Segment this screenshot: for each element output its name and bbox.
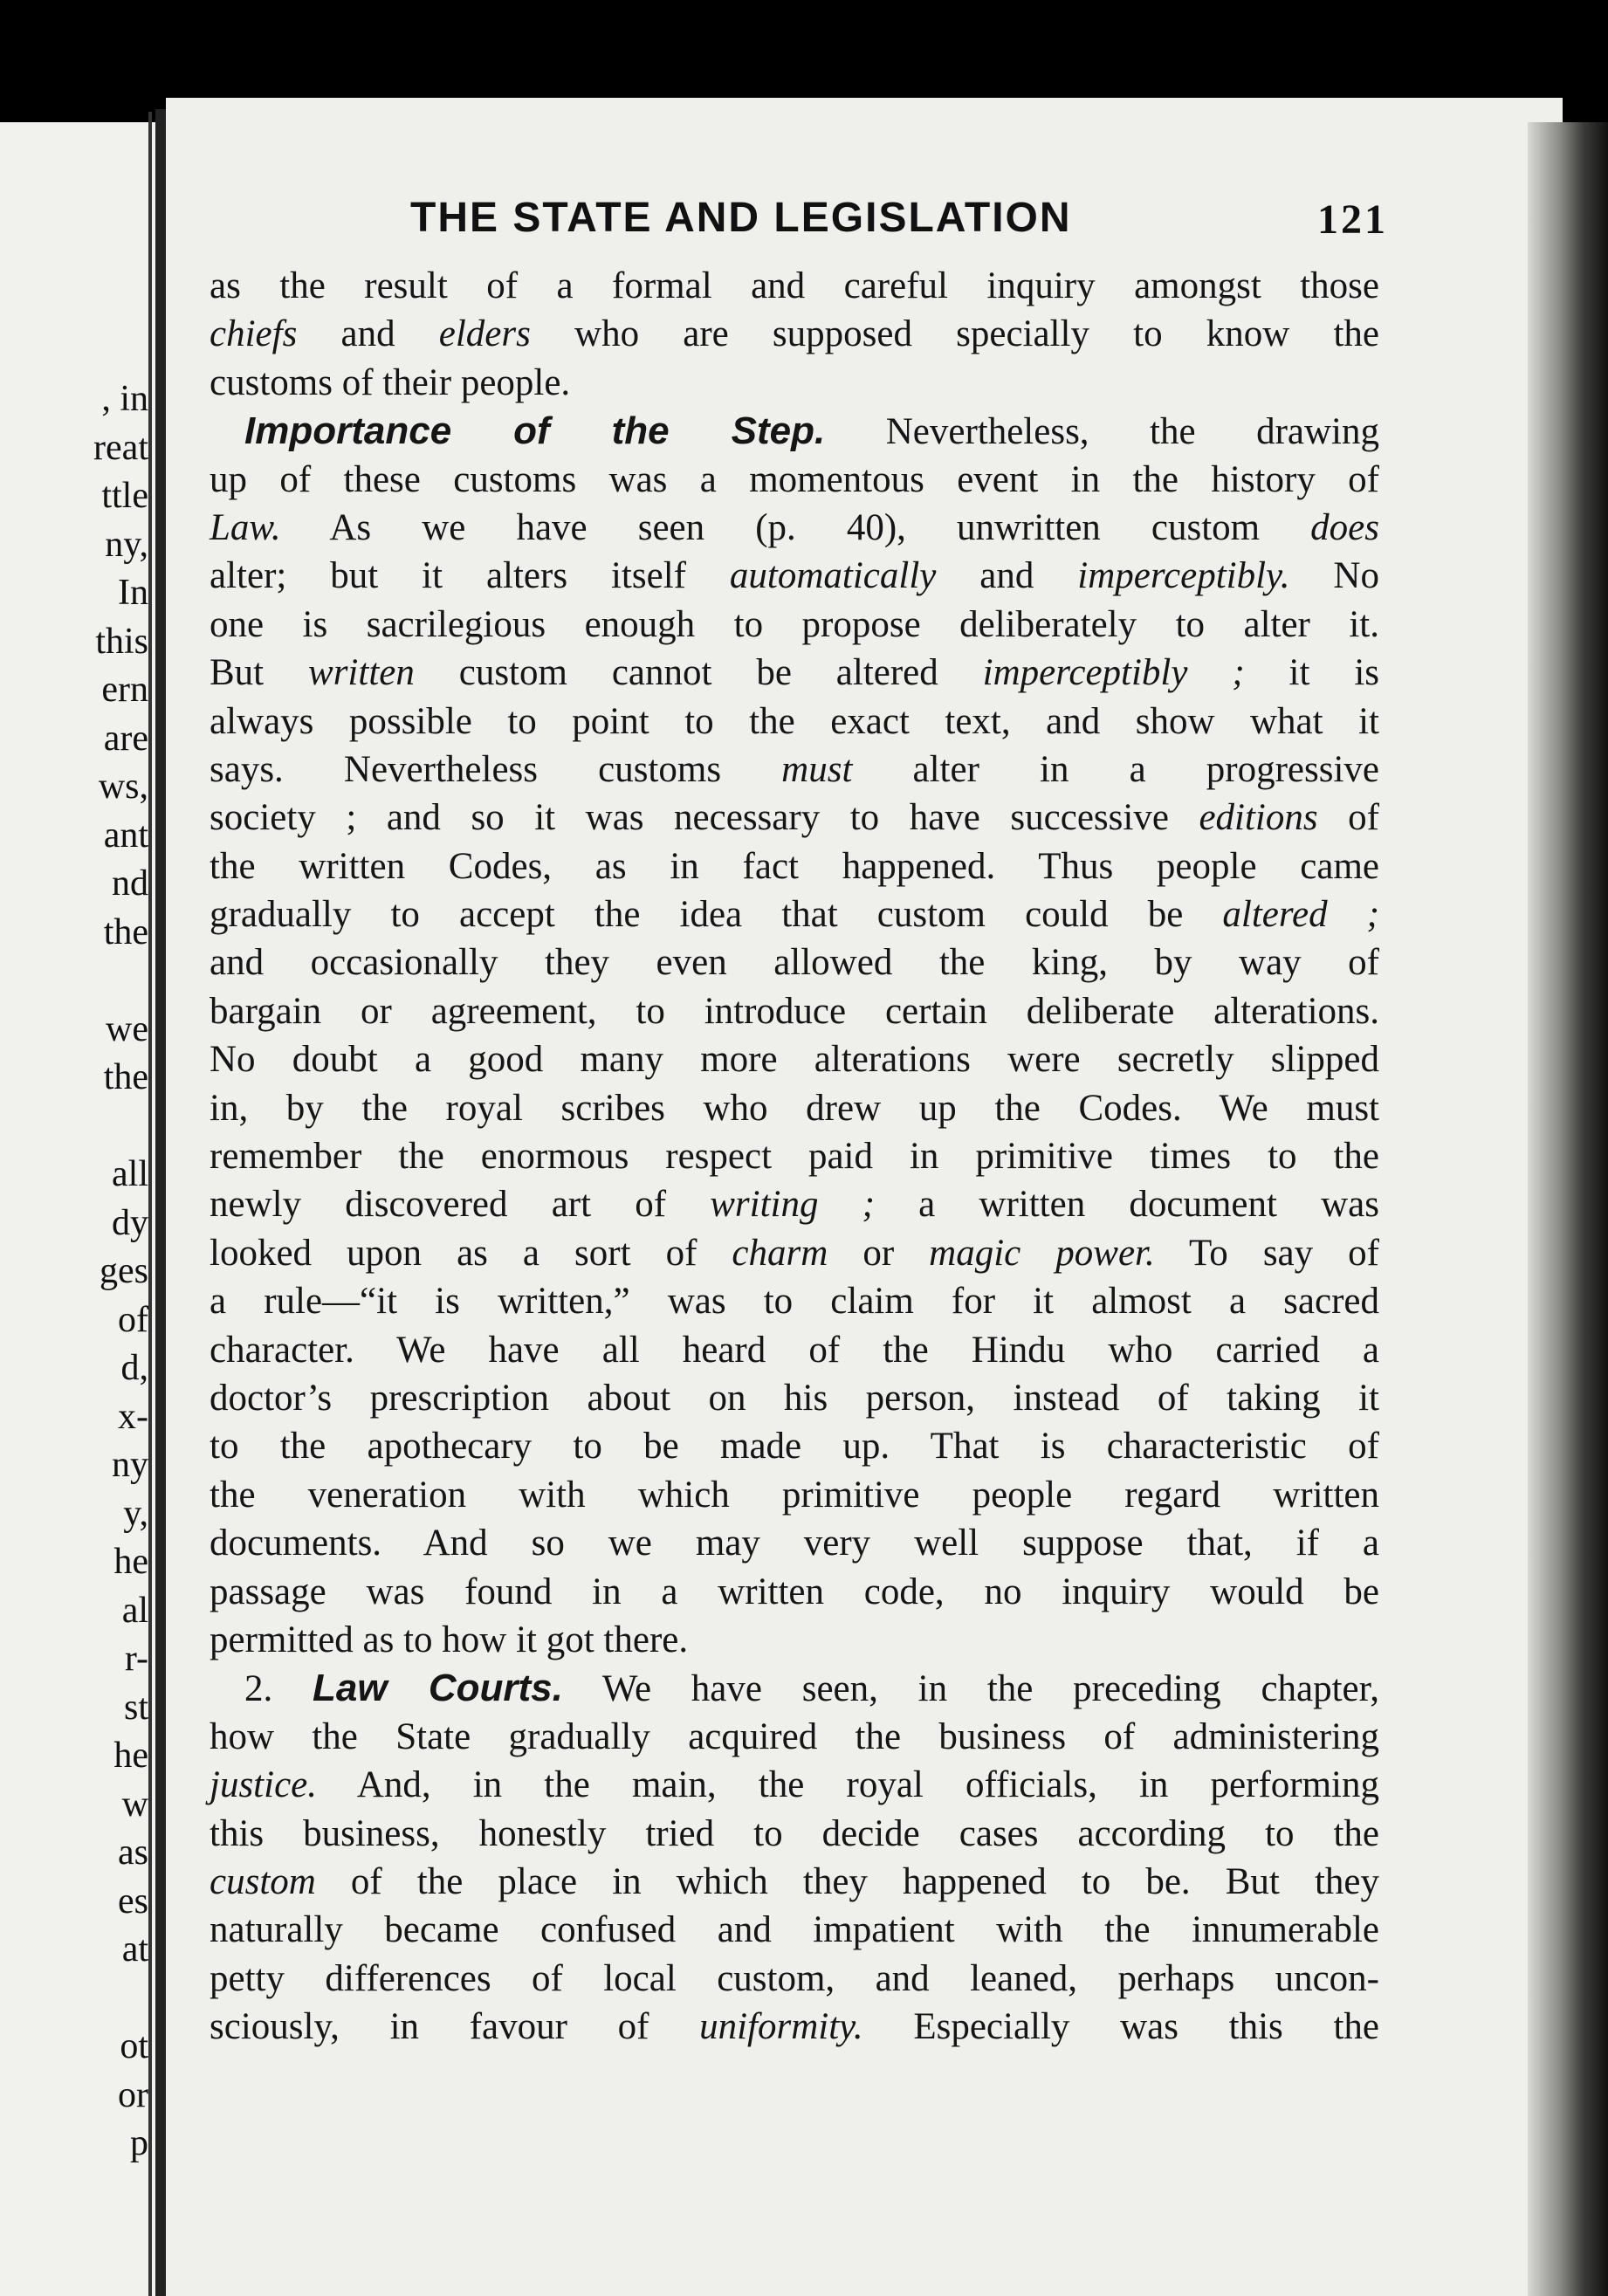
left-page-edge-text bbox=[0, 375, 155, 2169]
text-segment: written bbox=[308, 652, 415, 694]
text-segment: writing ; bbox=[710, 1184, 875, 1226]
text-segment: as the result of a formal and careful inquiry amongst those bbox=[210, 265, 1379, 306]
left-edge-fragment: y, bbox=[123, 1493, 148, 1534]
text-segment: elders bbox=[438, 313, 531, 355]
text-segment: To say of bbox=[1154, 1232, 1379, 1274]
text-segment: bargain or agreement, to introduce certain deliberate alterations. bbox=[210, 990, 1379, 1032]
left-edge-fragment: r- bbox=[124, 1639, 148, 1679]
text-segment: up of these customs was a momentous event in the history of bbox=[210, 458, 1379, 500]
text-line bbox=[210, 262, 1379, 310]
text-segment: petty differences of local custom, and leaned, perhaps uncon- bbox=[210, 1957, 1379, 1999]
left-edge-fragment: of bbox=[118, 1299, 148, 1340]
text-line bbox=[210, 649, 1379, 697]
text-segment: to the apothecary to be made up. That is characteristic of bbox=[210, 1426, 1379, 1468]
text-segment: custom cannot be altered bbox=[414, 652, 983, 694]
left-edge-fragment: as bbox=[118, 1832, 148, 1873]
text-segment: customs of their people. bbox=[210, 361, 571, 403]
text-segment: alter; but it alters itself bbox=[210, 555, 730, 597]
page-fold-line bbox=[148, 112, 152, 2296]
section-heading: Importance of the Step. bbox=[244, 409, 826, 453]
text-line bbox=[210, 1422, 1379, 1470]
text-segment: society ; and so it was necessary to have successive bbox=[210, 797, 1199, 839]
section-heading: Law Courts. bbox=[313, 1667, 563, 1710]
left-edge-fragment: p bbox=[130, 2123, 148, 2163]
text-segment: No bbox=[1289, 555, 1379, 597]
text-segment: charm bbox=[732, 1232, 828, 1274]
text-segment: documents. And so we may very well suppose that, if a bbox=[210, 1523, 1379, 1564]
text-segment: chiefs bbox=[210, 313, 298, 355]
left-edge-fragment: al bbox=[121, 1590, 148, 1631]
text-segment: alter in a progressive bbox=[852, 748, 1380, 790]
text-segment: And, in the main, the royal officials, in performing bbox=[317, 1764, 1379, 1806]
left-edge-fragment bbox=[0, 1103, 155, 1151]
text-segment: a rule—“it is written,” was to claim for it almost a sacred bbox=[210, 1281, 1379, 1323]
text-line bbox=[210, 1035, 1379, 1083]
left-edge-fragment: x- bbox=[118, 1396, 148, 1437]
text-line bbox=[210, 1761, 1379, 1809]
text-line bbox=[210, 794, 1379, 842]
text-segment: Especially was this the bbox=[862, 2006, 1379, 2048]
book-gutter bbox=[155, 109, 166, 2296]
left-edge-fragment: or bbox=[118, 2074, 148, 2115]
text-segment: permitted as to how it got there. bbox=[210, 1619, 689, 1660]
text-segment: the veneration with which primitive people regard written bbox=[210, 1474, 1379, 1516]
text-line bbox=[210, 504, 1379, 552]
text-line bbox=[210, 1906, 1379, 1954]
left-edge-fragment: ot bbox=[120, 2026, 148, 2066]
text-line bbox=[210, 1374, 1379, 1422]
text-segment: We have seen, in the preceding chapter, bbox=[562, 1668, 1379, 1710]
text-segment: uniformity. bbox=[699, 2006, 863, 2048]
text-segment: it is bbox=[1244, 652, 1380, 694]
text-segment: Law. bbox=[210, 506, 281, 548]
left-edge-fragment: , in bbox=[101, 379, 148, 419]
left-edge-fragment: ny, bbox=[105, 524, 148, 565]
left-edge-fragment: d, bbox=[120, 1348, 148, 1388]
text-segment: and occasionally they even allowed the king, by way of bbox=[210, 942, 1379, 984]
body-text bbox=[210, 262, 1379, 2051]
text-line bbox=[210, 746, 1379, 794]
left-edge-fragment: ern bbox=[101, 670, 148, 710]
text-segment: sciously, in favour of bbox=[210, 2006, 700, 2048]
text-segment: character. We have all heard of the Hindu who carried a bbox=[210, 1329, 1379, 1371]
text-segment: editions bbox=[1199, 797, 1318, 839]
text-segment: of bbox=[1317, 797, 1379, 839]
text-line bbox=[210, 1180, 1379, 1228]
text-segment: But bbox=[210, 652, 309, 694]
page-number: 121 bbox=[1317, 196, 1388, 243]
text-line bbox=[210, 1229, 1379, 1277]
text-line bbox=[210, 987, 1379, 1035]
left-edge-fragment: he bbox=[113, 1736, 148, 1776]
text-segment: naturally became confused and impatient with the innumerable bbox=[210, 1909, 1379, 1951]
text-segment: one is sacrilegious enough to propose deliberately to alter it. bbox=[210, 603, 1379, 645]
text-line bbox=[210, 310, 1379, 358]
left-edge-fragment: nd bbox=[112, 863, 148, 904]
text-line bbox=[210, 1713, 1379, 1761]
text-segment: doctor’s prescription about on his person, instead of taking it bbox=[210, 1377, 1379, 1419]
text-segment: custom bbox=[210, 1860, 316, 1902]
text-line bbox=[210, 842, 1379, 890]
left-edge-fragment: ws, bbox=[98, 766, 148, 807]
text-segment: always possible to point to the exact text, and show what it bbox=[210, 700, 1379, 742]
text-line bbox=[210, 601, 1379, 649]
text-line bbox=[210, 1471, 1379, 1519]
text-segment: in, by the royal scribes who drew up the Codes. We must bbox=[210, 1087, 1379, 1129]
running-header bbox=[410, 194, 1388, 246]
left-edge-fragment: are bbox=[103, 718, 148, 759]
text-segment: imperceptibly ; bbox=[982, 652, 1245, 694]
text-segment: and bbox=[297, 313, 439, 355]
text-line bbox=[210, 2003, 1379, 2051]
text-segment: automatically bbox=[729, 555, 937, 597]
text-segment: and bbox=[936, 555, 1078, 597]
text-segment: of the place in which they happened to be. But they bbox=[315, 1860, 1379, 1902]
text-line bbox=[210, 1277, 1379, 1325]
text-segment: justice. bbox=[210, 1764, 317, 1806]
left-edge-fragment: w bbox=[121, 1784, 148, 1825]
text-line bbox=[210, 938, 1379, 986]
left-edge-fragment: st bbox=[123, 1687, 148, 1728]
text-segment: how the State gradually acquired the business of administering bbox=[210, 1715, 1379, 1757]
facing-left-page bbox=[0, 122, 155, 2296]
text-line bbox=[210, 1568, 1379, 1616]
left-edge-fragment: ant bbox=[103, 815, 148, 856]
left-edge-fragment: he bbox=[113, 1542, 148, 1582]
left-edge-fragment: all bbox=[112, 1154, 148, 1194]
text-line bbox=[210, 456, 1379, 504]
text-segment: magic power. bbox=[929, 1232, 1155, 1274]
text-segment: this business, honestly tried to decide cases according to the bbox=[210, 1812, 1379, 1854]
text-segment: says. Nevertheless customs bbox=[210, 748, 782, 790]
text-line bbox=[210, 890, 1379, 938]
text-line bbox=[210, 1519, 1379, 1567]
text-line bbox=[210, 1616, 1379, 1664]
left-edge-fragment bbox=[0, 1975, 155, 2024]
text-line bbox=[210, 1084, 1379, 1132]
text-segment: As we have seen (p. 40), unwritten custom bbox=[280, 506, 1311, 548]
left-edge-fragment: dy bbox=[112, 1202, 148, 1243]
text-segment: does bbox=[1310, 506, 1379, 548]
text-line bbox=[210, 1858, 1379, 1906]
text-segment: No doubt a good many more alterations were secretly slipped bbox=[210, 1039, 1379, 1081]
text-line bbox=[210, 1326, 1379, 1374]
text-segment: gradually to accept the idea that custom could be bbox=[210, 894, 1223, 936]
text-segment: the written Codes, as in fact happened. Thus people came bbox=[210, 845, 1379, 887]
left-edge-fragment: In bbox=[118, 573, 148, 613]
left-edge-fragment bbox=[0, 957, 155, 1006]
left-edge-fragment: the bbox=[103, 1057, 148, 1097]
left-edge-fragment: reat bbox=[93, 427, 148, 468]
text-line bbox=[210, 698, 1379, 746]
left-edge-fragment: ttle bbox=[101, 476, 148, 516]
left-edge-fragment: ny bbox=[112, 1445, 148, 1485]
text-segment: Nevertheless, the drawing bbox=[825, 411, 1379, 453]
text-line bbox=[210, 1664, 1379, 1712]
text-segment: newly discovered art of bbox=[210, 1184, 711, 1226]
text-segment: or bbox=[828, 1232, 930, 1274]
text-segment: passage was found in a written code, no inquiry would be bbox=[210, 1571, 1379, 1612]
text-line bbox=[210, 407, 1379, 455]
text-segment: altered ; bbox=[1222, 894, 1379, 936]
left-edge-fragment: es bbox=[118, 1880, 148, 1921]
left-edge-fragment: the bbox=[103, 911, 148, 952]
text-line bbox=[210, 1810, 1379, 1858]
text-line bbox=[210, 552, 1379, 600]
text-segment: a written document was bbox=[874, 1184, 1379, 1226]
text-segment: imperceptibly. bbox=[1077, 555, 1290, 597]
left-edge-fragment: we bbox=[106, 1008, 148, 1049]
text-line bbox=[210, 1955, 1379, 2003]
text-segment: who are supposed specially to know the bbox=[530, 313, 1379, 355]
text-line bbox=[210, 1132, 1379, 1180]
running-title: THE STATE AND LEGISLATION bbox=[410, 195, 1072, 241]
page-edge-shadow bbox=[1528, 122, 1608, 2296]
left-edge-fragment: at bbox=[121, 1929, 148, 1969]
text-line bbox=[210, 359, 1379, 407]
text-segment: must bbox=[781, 748, 853, 790]
left-edge-fragment: this bbox=[95, 621, 148, 662]
text-segment: looked upon as a sort of bbox=[210, 1232, 732, 1274]
text-segment: 2. bbox=[244, 1668, 313, 1710]
text-segment: remember the enormous respect paid in primitive times to the bbox=[210, 1136, 1379, 1178]
left-edge-fragment: ges bbox=[100, 1251, 148, 1291]
